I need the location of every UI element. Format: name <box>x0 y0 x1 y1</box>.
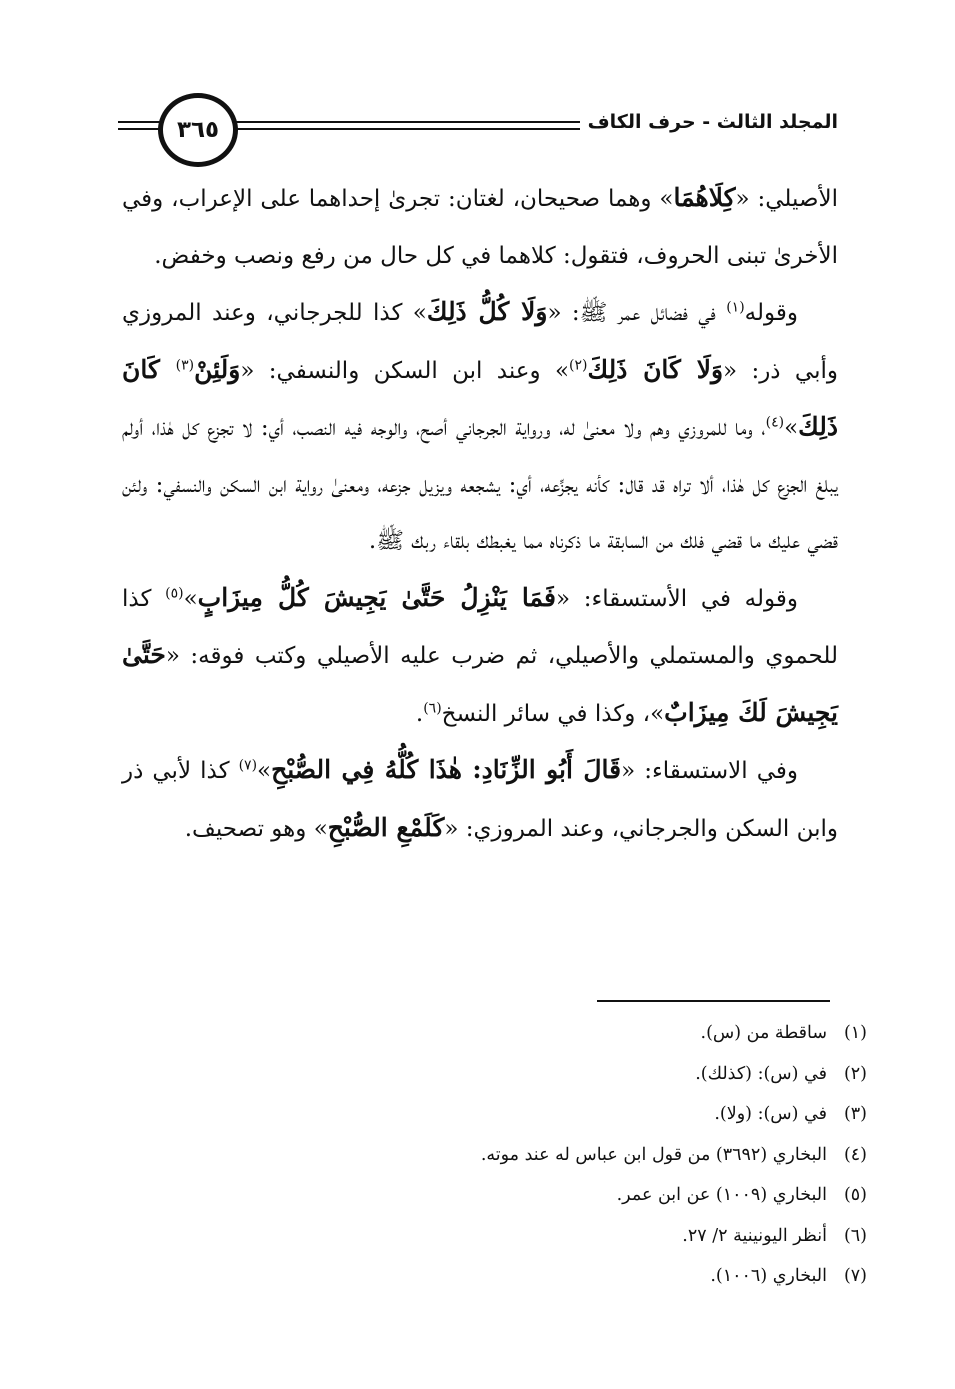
footnote-number: (٢) <box>843 1063 867 1084</box>
footnote-ref[interactable]: (٣) <box>175 356 195 373</box>
text-run: » <box>257 758 272 784</box>
paragraph-2 <box>122 284 838 570</box>
main-text <box>122 170 838 857</box>
footnote-ref[interactable]: (١) <box>726 299 745 316</box>
footnote-text: البخاري (١٠٠٩) عن ابن عمر. <box>616 1185 827 1205</box>
paragraph-4 <box>122 742 838 857</box>
quoted-phrase: كَلَمْعِ الصُّبْحِ <box>327 812 445 842</box>
footnote-item <box>307 1175 867 1216</box>
footnotes-list <box>307 1013 867 1297</box>
footnote-item <box>307 1013 867 1054</box>
footnote-text: البخاري (١٠٠٦). <box>710 1266 827 1286</box>
footnote-separator <box>597 1000 830 1002</box>
footnote-text: البخاري (٣٦٩٢) من قول ابن عباس له عند موته. <box>480 1144 827 1165</box>
text-run: كذا للحموي والمستملي والأصيلي، ثم ضرب عليه الأصيلي وكتب فوقه: « <box>122 585 838 669</box>
footnote-number: (٣) <box>843 1104 867 1124</box>
footnote-number: (٤) <box>843 1144 867 1165</box>
text-run: كذا لأبي ذر وابن السكن والجرجاني، وعند المروزي: « <box>122 758 838 842</box>
footnote-ref[interactable]: (٢) <box>569 356 588 373</box>
footnote-text: في (س): (ولا). <box>714 1104 827 1124</box>
footnote-item <box>307 1135 867 1176</box>
text-run: في فضائل عمر ﷺ: « <box>547 300 727 326</box>
footnote-ref[interactable]: (٧) <box>238 757 258 774</box>
text-run: » وهو تصحيف. <box>184 815 328 842</box>
text-run: الأصيلي: « <box>735 186 838 212</box>
paragraph-1 <box>122 170 838 284</box>
quoted-phrase: وَلَئِنْ <box>194 354 241 384</box>
footnote-item <box>307 1054 867 1095</box>
quoted-phrase: وَلَا كُلُّ ذَلِكَ <box>426 297 548 326</box>
text-run: » <box>183 585 198 612</box>
text-run: » كذا للجرجاني، وعند المروزي وأبي ذر: « <box>122 300 838 384</box>
footnote-item <box>307 1216 867 1257</box>
paragraph-3 <box>122 570 838 743</box>
page-number: ٣٦٥ <box>158 93 238 167</box>
quoted-phrase: وَلَا كَانَ ذَلِكَ <box>587 354 724 384</box>
footnote-ref[interactable]: (٥) <box>165 584 184 601</box>
text-run: »، وكذا في سائر النسخ <box>441 700 665 727</box>
text-run: وفي الاستسقاء: « <box>621 758 798 784</box>
text-run: » <box>784 415 799 441</box>
footnote-ref[interactable]: (٤) <box>765 414 785 431</box>
footnote-item <box>307 1094 867 1135</box>
page-header <box>118 93 838 163</box>
text-run: » وعند ابن السكن والنسفي: « <box>240 357 570 384</box>
text-run: وقوله <box>744 300 798 326</box>
footnote-text: ساقطة من (س). <box>700 1023 827 1043</box>
footnote-number: (٧) <box>843 1266 867 1286</box>
footnote-number: (١) <box>843 1023 867 1043</box>
running-title: المجلد الثالث - حرف الكاف <box>580 111 838 133</box>
text-run: . <box>415 700 424 727</box>
footnote-text: أنظر اليونينية ٢/ ٢٧. <box>682 1225 827 1246</box>
quoted-phrase: حَتَّىٰ يَجِيشَ لَكَ مِيزَابٌ <box>122 640 838 727</box>
footnote-number: (٥) <box>843 1185 867 1205</box>
text-run: وقوله في الأستسقاء: « <box>555 585 798 612</box>
footnote-ref[interactable]: (٦) <box>423 699 442 716</box>
footnote-number: (٦) <box>843 1225 867 1246</box>
quoted-phrase: فَمَا يَنْزِلُ حَتَّىٰ يَجِيشَ كُلُّ مِيزَابٍ <box>197 582 556 612</box>
footnote-text: في (س): (كذلك). <box>695 1063 827 1084</box>
text-run: ، وما للمروزي وهم ولا معنىٰ له، ورواية الجرجاني أصح، والوجه فيه النصب، أي: لا تجزع كل هٰذا، أولم يبلغ الجزع كل هٰذا، ألا تراه قد قال: كأنه يجزِّعه، أي: يشجعه ويزيل جزعه، ومعنىٰ رواية ابن السكن والنسفي: ولئن قضي عليك ما قضي فلك من السابقة ما ذكرناه مما يغبطك بلقاء ربك ﷺ. <box>122 415 838 554</box>
quoted-phrase: كِلَاهُمَا <box>673 183 736 212</box>
quoted-phrase: كَانَ ذَلِكَ <box>122 354 838 441</box>
quoted-phrase: قَالَ أَبُو الزِّنَادِ: هٰذَا كُلُّهُ فِي الصُّبْحِ <box>271 755 622 784</box>
text-run: » وهما صحيحان، لغتان: تجرىٰ إحداهما على الإعراب، وفي الأخرىٰ تبنى الحروف، فتقول: كلاهما في كل حال من رفع ونصب وخفض. <box>122 186 838 269</box>
footnote-item <box>307 1256 867 1297</box>
